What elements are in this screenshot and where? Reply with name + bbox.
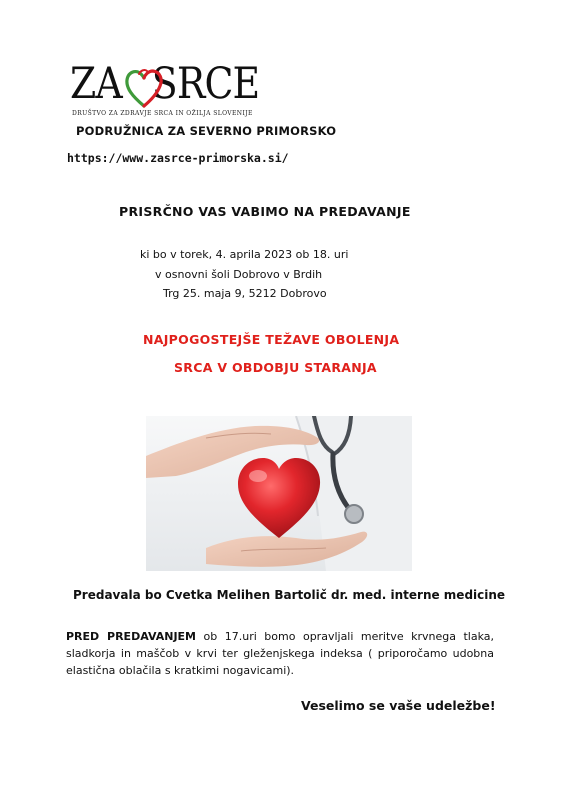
zasrce-logo xyxy=(70,59,260,126)
logo-subtitle: DRUŠTVO ZA ZDRAVJE SRCA IN OŽILJA SLOVENIJE xyxy=(72,110,253,117)
lecturer-line: Predavala bo Cvetka Melihen Bartolič dr. med. interne medicine xyxy=(73,588,506,602)
event-details xyxy=(140,245,348,304)
event-venue: v osnovni šoli Dobrovo v Brdih xyxy=(155,267,323,281)
pre-lecture-lead: PRED PREDAVANJEM xyxy=(66,630,197,643)
website-link[interactable]: https://www.zasrce-primorska.si/ xyxy=(67,151,289,165)
branch-name: PODRUŽNICA ZA SEVERNO PRIMORSKO xyxy=(76,124,337,138)
logo-text-left: ZA xyxy=(70,59,122,109)
invitation-heading: PRISRČNO VAS VABIMO NA PREDAVANJE xyxy=(119,204,411,219)
logo-text-right: SRCE xyxy=(151,59,260,109)
event-date-time: ki bo v torek, 4. aprila 2023 ob 18. uri xyxy=(140,248,349,261)
heart-hands-illustration xyxy=(146,416,412,571)
heart-logo-icon xyxy=(124,66,164,110)
pre-lecture-notice xyxy=(66,628,494,679)
logo-wordmark xyxy=(70,59,260,109)
lecture-title-line-2: SRCA V OBDOBJU STARANJA xyxy=(174,360,377,375)
event-address: Trg 25. maja 9, 5212 Dobrovo xyxy=(163,287,327,300)
lecture-title-line-1: NAJPOGOSTEJŠE TEŽAVE OBOLENJA xyxy=(143,332,400,347)
pre-lecture-text: ob 17.uri bomo opravljali meritve krvnega tlaka, sladkorja in maščob v krvi ter gleženjskega indeksa ( priporočamo udobna elastična oblačila s kratkimi nogavicami). xyxy=(66,630,494,677)
closing-message: Veselimo se vaše udeležbe! xyxy=(301,698,496,713)
heart-in-hands-photo xyxy=(146,416,412,571)
